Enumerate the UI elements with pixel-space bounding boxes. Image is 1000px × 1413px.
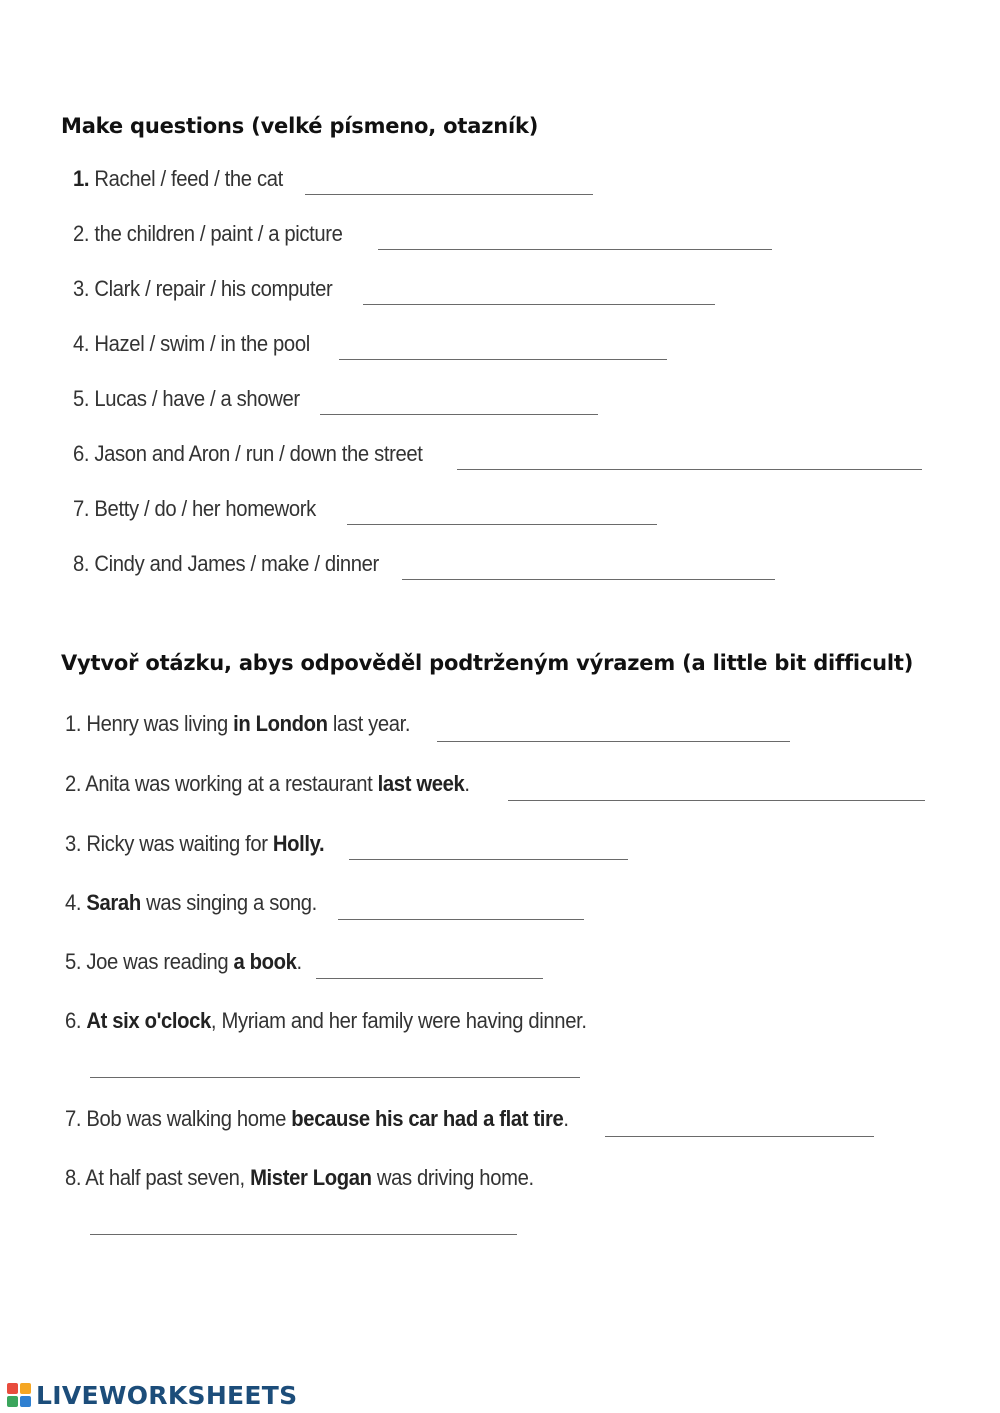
answer-field[interactable]: [363, 304, 715, 305]
item-text: Hazel / swim / in the pool: [94, 331, 310, 356]
item-highlight: a book: [233, 949, 297, 974]
item-text: 4.: [65, 890, 87, 915]
item-number: 4.: [73, 331, 90, 356]
item-text: Rachel / feed / the cat: [94, 166, 283, 191]
item-highlight: because his car had a flat tire: [291, 1106, 564, 1131]
item-number: 7.: [73, 496, 90, 521]
list-item: [73, 386, 300, 412]
item-text: .: [563, 1106, 569, 1131]
item-highlight: Sarah: [86, 890, 141, 915]
item-text: was singing a song.: [140, 890, 317, 915]
item-text: .: [464, 771, 470, 796]
answer-field[interactable]: [320, 414, 598, 415]
answer-field[interactable]: [437, 741, 790, 742]
item-number: 1.: [73, 166, 90, 191]
item-text: Lucas / have / a shower: [94, 386, 300, 411]
brand-name: LIVEWORKSHEETS: [36, 1380, 298, 1410]
item-text: 1. Henry was living: [65, 711, 234, 736]
list-item: [65, 1165, 534, 1191]
answer-field[interactable]: [349, 859, 628, 860]
list-item: [73, 551, 379, 577]
item-number: 2.: [73, 221, 90, 246]
item-text: 8. At half past seven,: [65, 1165, 251, 1190]
item-text: the children / paint / a picture: [94, 221, 343, 246]
answer-field[interactable]: [605, 1136, 874, 1137]
answer-field[interactable]: [402, 579, 775, 580]
answer-field[interactable]: [378, 249, 772, 250]
answer-field[interactable]: [90, 1234, 517, 1235]
item-text: Clark / repair / his computer: [94, 276, 333, 301]
item-text: Betty / do / her homework: [94, 496, 316, 521]
list-item: [73, 496, 316, 522]
item-number: 5.: [73, 386, 90, 411]
answer-field[interactable]: [339, 359, 667, 360]
answer-field[interactable]: [305, 194, 593, 195]
item-text: last year.: [327, 711, 411, 736]
list-item: [65, 1106, 569, 1132]
liveworksheets-logo: [6, 1380, 297, 1410]
item-text: 3. Ricky was waiting for: [65, 831, 273, 856]
item-highlight: At six o'clock: [86, 1008, 211, 1033]
item-number: 3.: [73, 276, 90, 301]
item-text: Cindy and James / make / dinner: [94, 551, 379, 576]
list-item: [73, 441, 422, 467]
list-item: [65, 711, 410, 737]
item-number: 8.: [73, 551, 90, 576]
liveworksheets-logo-icon: [6, 1382, 32, 1408]
item-highlight: Holly.: [272, 831, 325, 856]
item-highlight: last week: [377, 771, 465, 796]
section2-heading: Vytvoř otázku, abys odpověděl podtrženým výrazem (a little bit difficult): [61, 651, 914, 675]
item-text: 5. Joe was reading: [65, 949, 234, 974]
item-text: Jason and Aron / run / down the street: [94, 441, 423, 466]
item-highlight: Mister Logan: [250, 1165, 372, 1190]
answer-field[interactable]: [347, 524, 657, 525]
item-highlight: in London: [233, 711, 328, 736]
list-item: [65, 949, 302, 975]
answer-field[interactable]: [508, 800, 925, 801]
list-item: [73, 331, 310, 357]
list-item: [65, 771, 470, 797]
list-item: [65, 890, 317, 916]
item-number: 6.: [73, 441, 90, 466]
answer-field[interactable]: [316, 978, 543, 979]
item-text: 2. Anita was working at a restaurant: [65, 771, 378, 796]
item-text: was driving home.: [371, 1165, 534, 1190]
item-text: 7. Bob was walking home: [65, 1106, 292, 1131]
list-item: [73, 276, 332, 302]
list-item: [73, 221, 343, 247]
list-item: [65, 831, 324, 857]
list-item: [65, 1008, 587, 1034]
list-item: [73, 166, 283, 192]
answer-field[interactable]: [338, 919, 584, 920]
item-text: 6.: [65, 1008, 87, 1033]
answer-field[interactable]: [457, 469, 922, 470]
answer-field[interactable]: [90, 1077, 580, 1078]
item-text: , Myriam and her family were having dinner.: [210, 1008, 587, 1033]
item-text: .: [296, 949, 302, 974]
section1-heading: Make questions (velké písmeno, otazník): [61, 114, 539, 138]
